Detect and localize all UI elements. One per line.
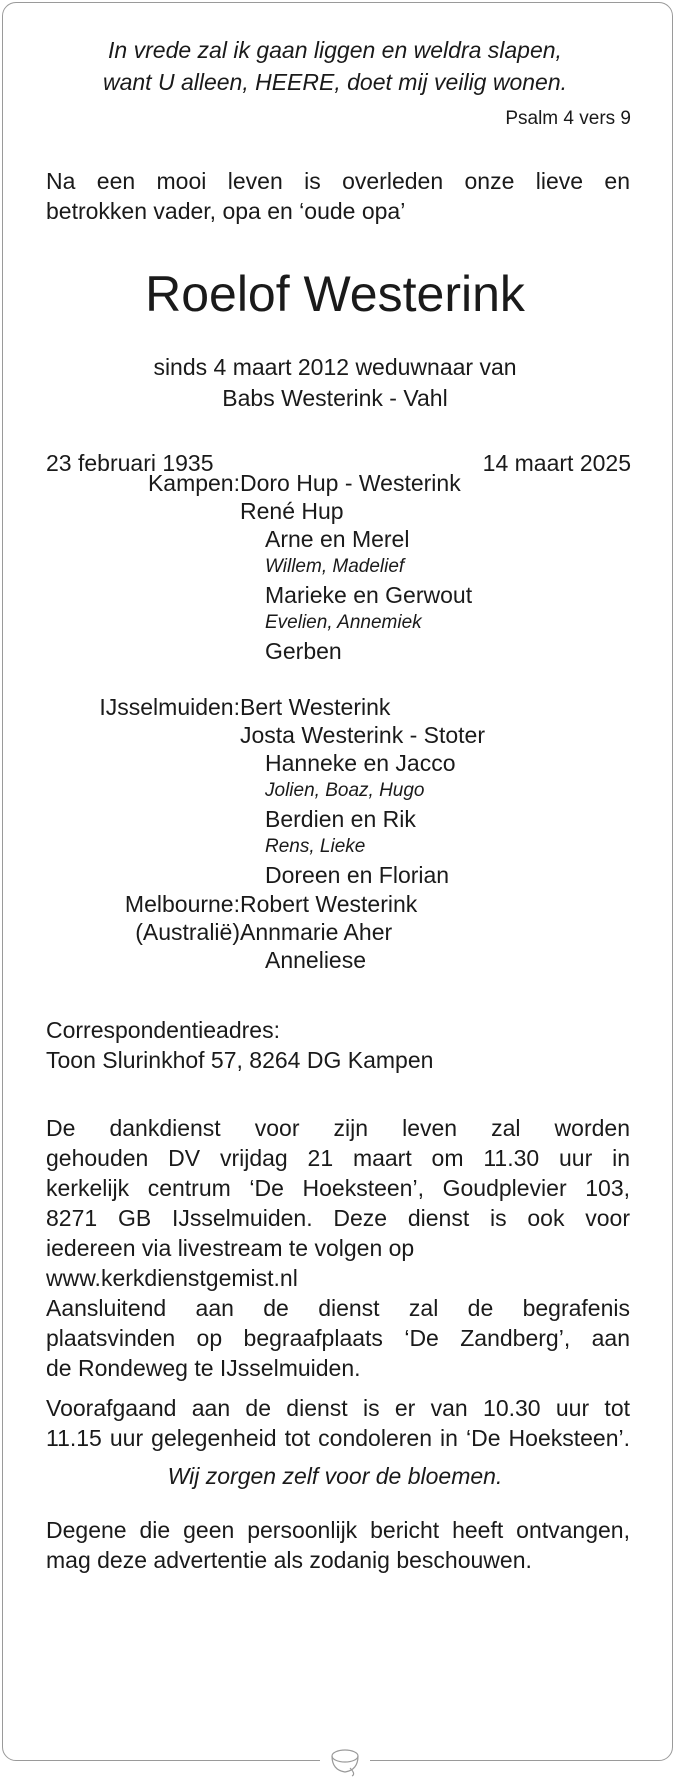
family-member: Doro Hup - Westerink: [240, 470, 461, 496]
closing-paragraph: [46, 1515, 630, 1575]
correspondence-address: Toon Slurinkhof 57, 8264 DG Kampen: [46, 1047, 434, 1073]
service-line: gehouden DV vrijdag 21 maart om 11.30 uur in: [46, 1145, 630, 1171]
family-place: [40, 469, 240, 497]
service-line: kerkelijk centrum ‘De Hoeksteen’, Goudplevier 103,: [46, 1175, 630, 1201]
widower-line-2: Babs Westerink - Vahl: [222, 385, 448, 411]
family-member: Arne en Merel: [265, 526, 410, 552]
service-line: Aansluitend aan de dienst zal de begrafenis: [46, 1295, 630, 1321]
birth-date: 23 februari 1935: [46, 450, 214, 476]
service-line: plaatsvinden op begraafplaats ‘De Zandberg’, aan: [46, 1325, 630, 1351]
ornament-icon: [320, 1744, 370, 1778]
grandchildren-names: Willem, Madelief: [265, 556, 405, 577]
family-member: Berdien en Rik: [265, 806, 416, 832]
intro-text: [46, 166, 630, 226]
flowers-note: Wij zorgen zelf voor de bloemen.: [167, 1463, 503, 1489]
service-line: de Rondeweg te IJsselmuiden.: [46, 1355, 361, 1381]
death-date: 14 maart 2025: [482, 450, 631, 476]
family-member: Bert Westerink: [240, 694, 391, 720]
service-line: 8271 GB IJsselmuiden. Deze dienst is ook voor: [46, 1205, 630, 1231]
psalm-quote-line-1: In vrede zal ik gaan liggen en weldra slapen,: [108, 37, 562, 63]
service-line: www.kerkdienstgemist.nl: [46, 1265, 298, 1291]
family-member: Gerben: [265, 638, 342, 664]
service-line: iedereen via livestream te volgen op: [46, 1235, 415, 1261]
widower-line-1: sinds 4 maart 2012 weduwnaar van: [153, 354, 517, 380]
psalm-quote: [40, 34, 630, 98]
correspondence-block: [46, 1015, 630, 1075]
closing-line: Degene die geen persoonlijk bericht heeft ontvangen,: [46, 1517, 630, 1543]
family-member: Josta Westerink - Stoter: [240, 722, 485, 748]
intro-line-2: betrokken vader, opa en ‘oude opa’: [46, 198, 406, 224]
family-member: Robert Westerink: [240, 891, 418, 917]
condolence-line: Voorafgaand aan de dienst is er van 10.30 uur tot: [46, 1395, 630, 1421]
psalm-quote-line-2: want U alleen, HEERE, doet mij veilig wonen.: [102, 69, 568, 95]
family-member: René Hup: [240, 498, 344, 524]
condolence-paragraph: [46, 1393, 630, 1453]
deceased-name: Roelof Westerink: [145, 266, 525, 322]
family-place-line: IJsselmuiden:: [99, 694, 240, 720]
family-place: [40, 890, 240, 946]
grandchildren-names: Evelien, Annemiek: [265, 612, 422, 633]
family-member: Marieke en Gerwout: [265, 582, 473, 608]
family-place: [40, 693, 240, 721]
closing-line: mag deze advertentie als zodanig beschouwen.: [46, 1547, 532, 1573]
family-member: Anneliese: [265, 947, 367, 973]
family-place-line: (Australië): [135, 919, 240, 945]
family-place-line: Kampen:: [147, 470, 240, 496]
family-member: Hanneke en Jacco: [265, 750, 456, 776]
family-member: Annmarie Aher: [240, 919, 393, 945]
grandchildren-names: Jolien, Boaz, Hugo: [265, 780, 425, 801]
psalm-reference: Psalm 4 vers 9: [505, 108, 631, 129]
service-line: De dankdienst voor zijn leven zal worden: [46, 1115, 630, 1141]
intro-line-1: Na een mooi leven is overleden onze lieve en: [46, 168, 630, 194]
family-member: Doreen en Florian: [265, 862, 450, 888]
condolence-line: 11.15 uur gelegenheid tot condoleren in ‘De Hoeksteen’.: [46, 1425, 630, 1451]
service-paragraph: [46, 1113, 630, 1383]
correspondence-label: Correspondentieadres:: [46, 1017, 280, 1043]
grandchildren-names: Rens, Lieke: [265, 836, 366, 857]
widower-note: [40, 352, 630, 414]
family-place-line: Melbourne:: [124, 891, 240, 917]
